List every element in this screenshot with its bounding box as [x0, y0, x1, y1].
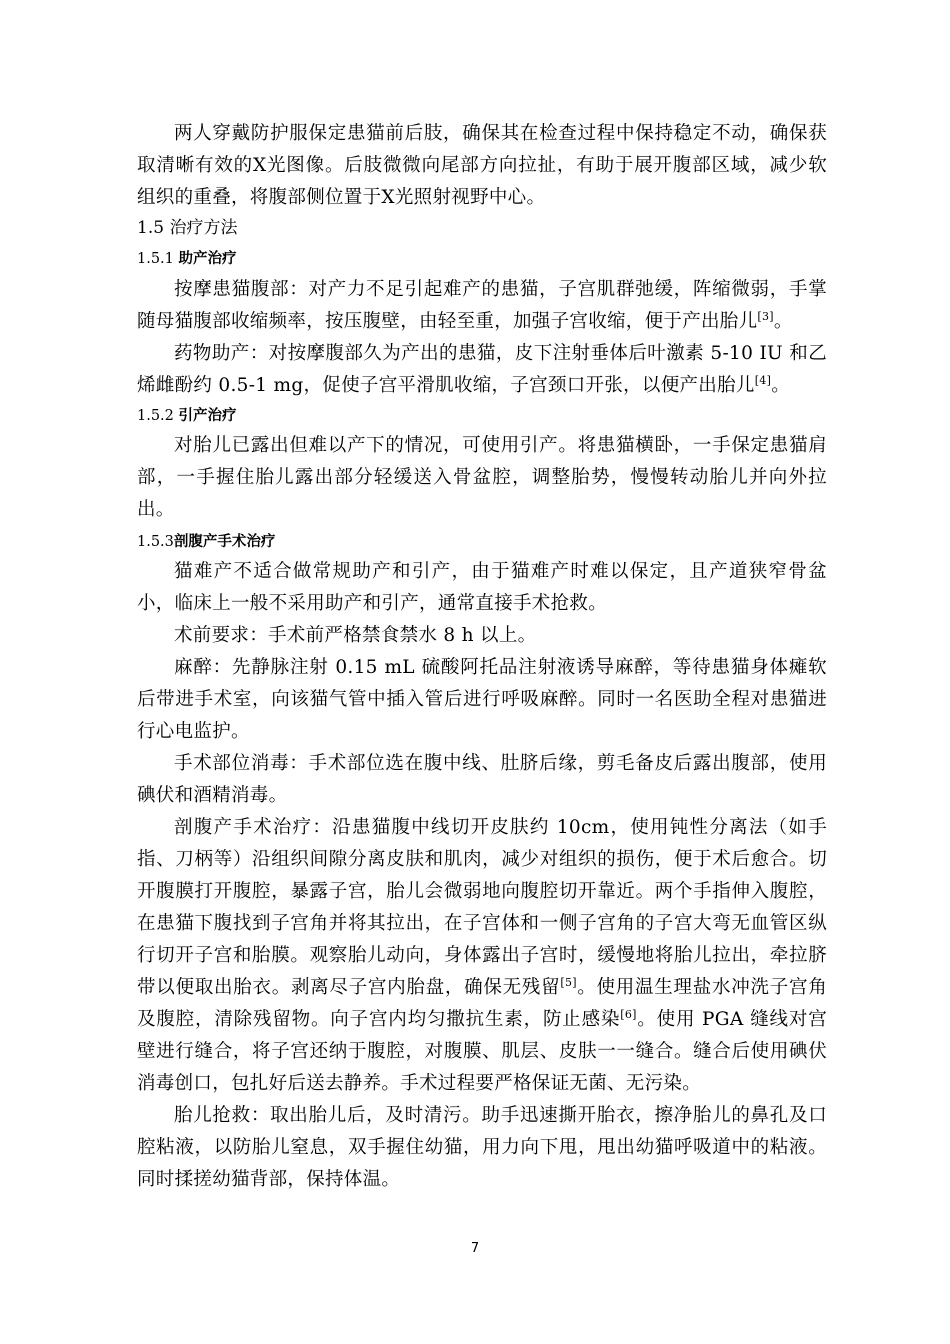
- subsection-number: 1.5.2: [137, 408, 179, 424]
- citation-ref: [4]: [754, 374, 772, 387]
- subsection-number: 1.5.3: [137, 534, 174, 550]
- paragraph-end: 。: [773, 311, 793, 332]
- subsection-title: 引产治疗: [178, 408, 237, 424]
- page-number: 7: [470, 1241, 480, 1256]
- paragraph-drug-assisted: [137, 338, 827, 402]
- paragraph-end: 。: [771, 375, 790, 396]
- paragraph-disinfection: 手术部位消毒：手术部位选在腹中线、肚脐后缘，剪毛备皮后露出腹部，使用碘伏和酒精消毒。: [137, 753, 827, 806]
- paragraph-text: 药物助产：对按摩腹部久为产出的患猫，皮下注射垂体后叶激素 5-10 IU 和乙烯雌酚约 0.5-1 mg，促使子宫平滑肌收缩，子宫颈口开张，以便产出胎儿: [137, 343, 827, 396]
- paragraph-xray-positioning: 两人穿戴防护服保定患猫前后肢，确保其在检查过程中保持稳定不动，确保获取清晰有效的X光图像。后肢微微向尾部方向拉扯，有助于展开腹部区域，减少软组织的重叠，将腹部侧位置于X光照射视野中心。: [137, 123, 827, 208]
- citation-ref: [5]: [560, 976, 577, 989]
- paragraph-induced-delivery: 对胎儿已露出但难以产下的情况，可使用引产。将患猫横卧，一手保定患猫肩部，一手握住胎儿露出部分轻缓送入骨盆腔，调整胎势，慢慢转动胎儿并向外拉出。: [137, 435, 827, 520]
- paragraph-text: 。使用温生理盐水冲洗子宫角及腹腔，清除残留物。向子宫内均匀撒抗生素，防止感染: [137, 977, 828, 1030]
- paragraph-text: 剖腹产手术治疗：沿患猫腹中线切开皮肤约 10cm，使用钝性分离法（如手指、刀柄等）沿组织间隙分离皮肤和肌肉，减少对组织的损伤，便于术后愈合。切开腹膜打开腹腔，暴露子宫，胎儿会微弱地向腹腔切开靠近。两个手指伸入腹腔，在患猫下腹找到子宫角并将其拉出，在子宫体和一侧子宫角的子宫大弯无血管区纵行切开子宫和胎膜。观察胎儿动向，身体露出子宫时，缓慢地将胎儿拉出，牵拉脐带以便取出胎衣。剥离尽子宫内胎盘，确保无残留: [137, 817, 827, 998]
- citation-ref: [6]: [620, 1008, 637, 1021]
- paragraph-anesthesia: 麻醉：先静脉注射 0.15 mL 硫酸阿托品注射液诱导麻醉，等待患猫身体瘫软后带进手术室，向该猫气管中插入管后进行呼吸麻醉。同时一名医助全程对患猫进行心电监护。: [137, 657, 827, 742]
- subsection-heading-assisted-delivery: [137, 247, 237, 271]
- subsection-heading-cesarean: [137, 530, 275, 554]
- paragraph-cesarean-surgery: [137, 812, 827, 1100]
- subsection-number: 1.5.1: [137, 251, 179, 267]
- paragraph-abdominal-massage: [137, 274, 827, 338]
- subsection-title: 助产治疗: [178, 251, 237, 267]
- paragraph-text: 。使用 PGA 缝线对宫壁进行缝合，将子宫还纳于腹腔，对腹膜、肌层、皮肤一一缝合。缝合后使用碘伏消毒创口，包扎好后送去静养。手术过程要严格保证无菌、无污染。: [137, 1009, 827, 1094]
- paragraph-cesarean-intro: 猫难产不适合做常规助产和引产，由于猫难产时难以保定，且产道狭窄骨盆小，临床上一般不采用助产和引产，通常直接手术抢救。: [137, 561, 827, 614]
- paragraph-preop: 术前要求：手术前严格禁食禁水 8 h 以上。: [174, 625, 537, 646]
- subsection-heading-induced-delivery: [137, 404, 237, 428]
- section-heading-treatment-methods: 1.5 治疗方法: [137, 218, 238, 238]
- paragraph-neonatal-rescue: 胎儿抢救：取出胎儿后，及时清污。助手迅速撕开胎衣，擦净胎儿的鼻孔及口腔粘液，以防胎儿窒息，双手握住幼猫，用力向下甩，甩出幼猫呼吸道中的粘液。同时揉搓幼猫背部，保持体温。: [137, 1105, 827, 1190]
- citation-ref: [3]: [757, 310, 774, 323]
- subsection-title: 剖腹产手术治疗: [173, 534, 276, 550]
- paragraph-text: 按摩患猫腹部：对产力不足引起难产的患猫，子宫肌群弛缓，阵缩微弱，手掌随母猫腹部收缩频率，按压腹壁，由轻至重，加强子宫收缩，便于产出胎儿: [137, 279, 827, 332]
